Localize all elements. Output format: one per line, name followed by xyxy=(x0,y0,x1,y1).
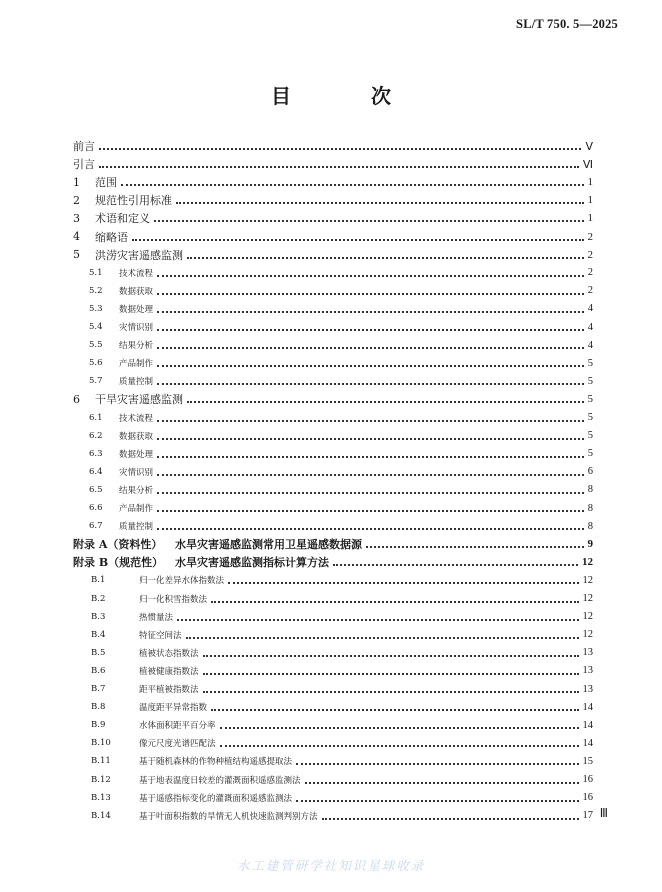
toc-entry[interactable] xyxy=(73,282,593,300)
toc-entry[interactable] xyxy=(73,553,593,571)
toc-entry-number: 1 xyxy=(73,175,80,189)
toc-entry-label: 距平植被指数法 xyxy=(139,685,199,695)
toc-entry-label: 产品制作 xyxy=(119,504,154,514)
toc-entry[interactable] xyxy=(73,481,593,499)
toc-leader-dots xyxy=(132,229,584,241)
toc-entry-number: B.12 xyxy=(91,774,111,785)
toc-entry[interactable] xyxy=(73,390,593,408)
toc-leader-dots xyxy=(157,319,584,331)
toc-entry-number: 附录 A（资料性） xyxy=(73,538,163,552)
toc-entry-number: 6.1 xyxy=(89,412,103,423)
toc-entry-page: 14 xyxy=(582,737,593,749)
toc-entry-number: 5.5 xyxy=(89,340,103,351)
toc-entry-page: 13 xyxy=(582,683,593,695)
toc-entry[interactable] xyxy=(73,626,593,644)
toc-leader-dots xyxy=(366,536,584,548)
toc-entry-number: 2 xyxy=(73,193,80,207)
toc-leader-dots xyxy=(228,572,578,584)
toc-entry[interactable] xyxy=(73,137,593,155)
toc-entry-page: 17 xyxy=(582,810,593,822)
toc-entry-page: 14 xyxy=(582,719,593,731)
toc-entry-page: 5 xyxy=(587,357,593,369)
toc-entry-number: 5.1 xyxy=(89,267,103,278)
toc-entry-label: 洪涝灾害遥感监测 xyxy=(95,248,183,262)
toc-entry[interactable] xyxy=(73,644,593,662)
toc-entry-number: 3 xyxy=(73,211,80,225)
toc-leader-dots xyxy=(157,337,584,349)
toc-entry[interactable] xyxy=(73,209,593,227)
toc-entry[interactable] xyxy=(73,318,593,336)
toc-entry[interactable] xyxy=(73,752,593,770)
toc-entry-label: 归一化差异水体指数法 xyxy=(139,576,225,587)
toc-entry-label: 数据获取 xyxy=(119,286,154,297)
toc-entry-label: 基于叶面积指数的旱情无人机快速监测判别方法 xyxy=(139,811,318,822)
toc-entry[interactable] xyxy=(73,300,593,318)
toc-leader-dots xyxy=(157,283,584,295)
toc-entry-page: 16 xyxy=(582,774,593,785)
toc-entry-page: 12 xyxy=(582,556,593,569)
toc-entry-label: 基于随机森林的作物种植结构遥感提取法 xyxy=(139,757,293,768)
toc-entry-page: Ⅵ xyxy=(582,158,593,171)
toc-entry-label: 结果分析 xyxy=(119,341,154,352)
toc-entry-page: 12 xyxy=(582,593,593,604)
toc-entry-page: 16 xyxy=(582,792,593,804)
toc-entry[interactable] xyxy=(73,789,593,807)
toc-leader-dots xyxy=(157,500,584,512)
toc-entry-label: 热惯量法 xyxy=(139,612,174,623)
toc-entry[interactable] xyxy=(73,771,593,789)
toc-entry[interactable] xyxy=(73,517,593,535)
toc-entry-number: 6 xyxy=(73,392,80,406)
toc-entry-label: 缩略语 xyxy=(95,230,128,244)
toc-entry-label: 范围 xyxy=(95,176,117,190)
toc-leader-dots xyxy=(220,735,579,747)
toc-entry-number: B.5 xyxy=(91,647,106,658)
toc-entry-number: 6.4 xyxy=(89,466,103,477)
toc-entry-label: 基于地表温度日较差的灌溉面积遥感监测法 xyxy=(139,775,301,786)
toc-entry[interactable] xyxy=(73,680,593,698)
toc-entry-number: B.11 xyxy=(91,756,111,767)
toc-entry-page: 4 xyxy=(587,303,593,315)
toc-entry-page: 15 xyxy=(582,755,593,767)
toc-entry[interactable] xyxy=(73,734,593,752)
toc-entry-number: 6.5 xyxy=(89,484,103,495)
toc-entry[interactable] xyxy=(73,463,593,481)
toc-leader-dots xyxy=(154,210,584,222)
toc-entry[interactable] xyxy=(73,662,593,680)
toc-entry[interactable] xyxy=(73,807,593,825)
toc-leader-dots xyxy=(296,753,578,765)
toc-entry-label: 特征空间法 xyxy=(139,630,182,641)
toc-entry-label: 像元尺度光谱匹配法 xyxy=(139,739,216,750)
toc-entry-label: 产品制作 xyxy=(119,359,154,370)
toc-entry-number: B.7 xyxy=(91,684,106,694)
toc-entry[interactable] xyxy=(73,228,593,246)
toc-entry-label: 植被状态指数法 xyxy=(139,648,199,659)
toc-entry-number: B.3 xyxy=(91,611,106,622)
toc-entry-page: 1 xyxy=(587,194,593,207)
toc-entry-page: Ⅴ xyxy=(585,140,593,153)
toc-entry[interactable] xyxy=(73,191,593,209)
toc-entry[interactable] xyxy=(73,590,593,608)
toc-entry-number: 6.3 xyxy=(89,448,103,459)
toc-entry[interactable] xyxy=(73,155,593,173)
toc-entry-number: B.10 xyxy=(91,738,111,749)
toc-entry-label: 数据处理 xyxy=(119,304,154,315)
toc-entry-number: 5.6 xyxy=(89,358,103,369)
toc-entry-label: 规范性引用标准 xyxy=(95,194,172,208)
toc-leader-dots xyxy=(186,627,579,639)
toc-leader-dots xyxy=(305,772,579,784)
toc-entry-page: 5 xyxy=(587,393,593,406)
toc-entry-page: 5 xyxy=(587,430,593,442)
toc-entry-number: 5.7 xyxy=(89,376,103,387)
toc-leader-dots xyxy=(176,192,584,204)
toc-entry-label: 植被健康指数法 xyxy=(139,666,199,677)
toc-entry-number: 6.2 xyxy=(89,430,103,441)
toc-entry-number: 附录 B（规范性） xyxy=(73,556,164,570)
toc-entry-page: 8 xyxy=(587,502,593,514)
watermark: 水工建管研学社知识星球收录 xyxy=(236,858,426,873)
toc-entry-label: 水体面积距平百分率 xyxy=(139,721,216,732)
toc-leader-dots xyxy=(121,174,584,186)
toc-entry[interactable] xyxy=(73,372,593,390)
toc-entry-page: 12 xyxy=(582,611,593,623)
toc-entry-label: 质量控制 xyxy=(119,522,154,533)
toc-leader-dots xyxy=(99,138,581,150)
toc-entry-label: 技术流程 xyxy=(119,268,154,279)
toc-entry-page: 6 xyxy=(587,466,593,478)
toc-leader-dots xyxy=(157,410,584,422)
toc-entry[interactable] xyxy=(73,571,593,589)
toc-leader-dots xyxy=(322,808,579,820)
toc-leader-dots xyxy=(296,790,578,802)
toc-entry-number: B.1 xyxy=(91,575,106,586)
toc-entry-number: 5.4 xyxy=(89,322,103,332)
toc-entry[interactable] xyxy=(73,427,593,445)
toc-entry-label: 数据处理 xyxy=(119,449,154,460)
toc-entry[interactable] xyxy=(73,354,593,372)
toc-leader-dots xyxy=(157,355,584,367)
toc-leader-dots xyxy=(157,265,584,277)
toc-entry-label: 术语和定义 xyxy=(95,212,150,226)
toc-entry-page: 4 xyxy=(587,321,593,333)
page-title: 目 次 xyxy=(271,84,421,108)
toc-entry-number: B.8 xyxy=(91,702,106,713)
toc-entry-number: B.2 xyxy=(91,593,106,604)
toc-leader-dots xyxy=(157,446,584,458)
toc-entry-label: 水旱灾害遥感监测常用卫星遥感数据源 xyxy=(175,538,362,552)
page-number: Ⅲ xyxy=(599,806,608,820)
toc-leader-dots xyxy=(157,518,584,530)
toc-entry-page: 13 xyxy=(582,665,593,677)
toc-entry[interactable] xyxy=(73,264,593,282)
toc-entry-label: 技术流程 xyxy=(119,413,154,424)
toc-entry[interactable] xyxy=(73,716,593,734)
toc-entry-page: 9 xyxy=(587,538,593,551)
toc-entry[interactable] xyxy=(73,336,593,354)
toc-entry[interactable] xyxy=(73,246,593,264)
toc-leader-dots xyxy=(203,645,579,657)
toc-entry[interactable] xyxy=(73,698,593,716)
toc-entry-page: 12 xyxy=(582,574,593,586)
toc-entry-number: B.4 xyxy=(91,629,106,640)
toc-leader-dots xyxy=(211,699,578,711)
toc-entry-page: 2 xyxy=(587,230,593,243)
toc-leader-dots xyxy=(157,464,584,476)
toc-entry-number: B.6 xyxy=(91,665,106,676)
toc-leader-dots xyxy=(157,373,584,385)
toc-leader-dots xyxy=(203,681,579,693)
toc-entry-page: 5 xyxy=(587,412,593,423)
toc-entry[interactable] xyxy=(73,499,593,517)
toc-leader-dots xyxy=(220,717,579,729)
toc-entry-label: 前言 xyxy=(73,140,95,153)
toc-entry-number: B.14 xyxy=(91,810,111,821)
toc-entry-number: 5 xyxy=(73,248,80,262)
standard-code: SL/T 750. 5—2025 xyxy=(516,17,618,31)
toc-entry-page: 8 xyxy=(587,520,593,532)
toc-entry[interactable] xyxy=(73,535,593,553)
toc-entry-page: 1 xyxy=(587,212,593,225)
toc-leader-dots xyxy=(187,391,584,403)
toc-entry-page: 14 xyxy=(582,701,593,713)
toc-entry[interactable] xyxy=(73,409,593,427)
toc-entry-label: 灾情识别 xyxy=(119,467,154,478)
toc-entry-page: 2 xyxy=(587,248,593,261)
toc-entry-page: 5 xyxy=(587,448,593,460)
toc-entry-number: B.9 xyxy=(91,720,106,731)
toc-entry[interactable] xyxy=(73,445,593,463)
toc-entry-label: 结果分析 xyxy=(119,485,154,496)
toc-entry-label: 引言 xyxy=(73,158,95,172)
toc-leader-dots xyxy=(157,428,584,440)
toc-entry-label: 水旱灾害遥感监测指标计算方法 xyxy=(175,556,329,570)
toc-entry[interactable] xyxy=(73,608,593,626)
toc-entry-page: 2 xyxy=(587,267,593,279)
toc-entry-page: 2 xyxy=(587,285,593,297)
toc-leader-dots xyxy=(211,591,578,603)
toc-entry[interactable] xyxy=(73,173,593,191)
toc-leader-dots xyxy=(99,156,579,168)
toc-entry-label: 数据获取 xyxy=(119,431,154,442)
toc-entry-label: 干旱灾害遥感监测 xyxy=(95,393,183,407)
toc-entry-page: 1 xyxy=(587,176,593,189)
toc-entry-label: 归一化积雪指数法 xyxy=(139,594,208,605)
toc-leader-dots xyxy=(333,554,578,566)
toc-entry-label: 灾情识别 xyxy=(119,323,154,333)
toc-leader-dots xyxy=(157,482,584,494)
toc-entry-number: 4 xyxy=(73,230,80,243)
toc-entry-number: 6.6 xyxy=(89,503,103,513)
toc-entry-page: 8 xyxy=(587,484,593,496)
toc-entry-label: 基于遥感指标变化的灌溉面积遥感监测法 xyxy=(139,793,293,804)
toc-entry-number: B.13 xyxy=(91,792,111,803)
toc-leader-dots xyxy=(157,301,584,313)
toc-leader-dots xyxy=(187,247,584,259)
toc-entry-number: 6.7 xyxy=(89,521,103,532)
toc-entry-page: 4 xyxy=(587,339,593,351)
toc-entry-page: 12 xyxy=(582,629,593,641)
toc-leader-dots xyxy=(177,609,578,621)
toc-entry-page: 13 xyxy=(582,647,593,659)
toc-entry-page: 5 xyxy=(587,375,593,387)
toc-leader-dots xyxy=(203,663,579,675)
toc-entry-number: 5.3 xyxy=(89,303,103,314)
toc-entry-label: 温度距平异常指数 xyxy=(139,703,208,714)
toc-entry-number: 5.2 xyxy=(89,285,103,296)
toc-entry-label: 质量控制 xyxy=(119,377,154,388)
